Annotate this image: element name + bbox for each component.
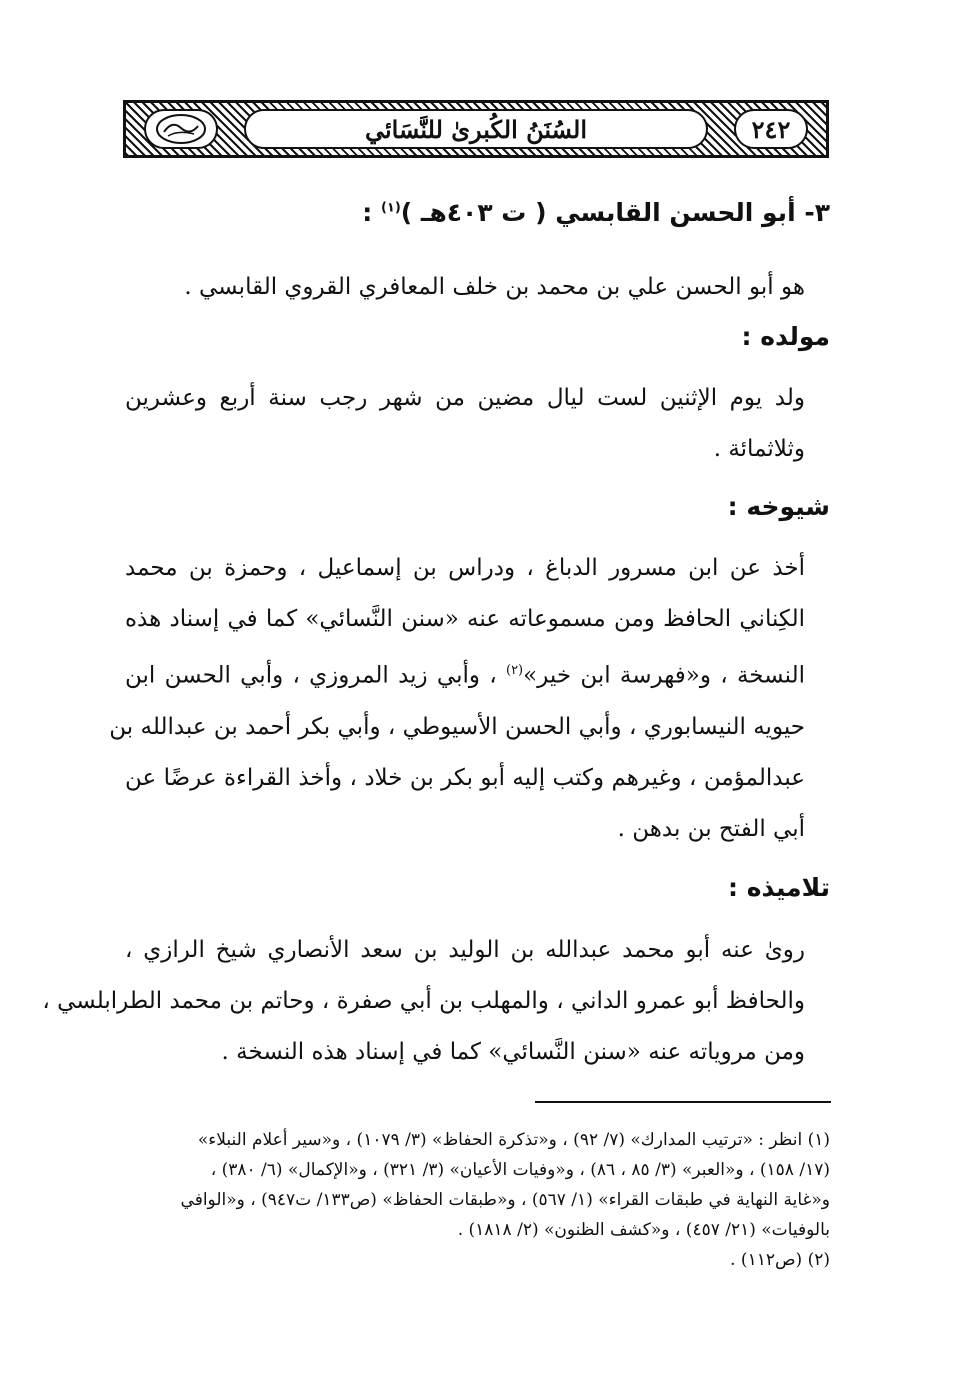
footnote-1-line-3: و«غاية النهاية في طبقات القراء» (١/ ٥٦٧) ، و«طبقات الحفاظ» (ص١٣٣/ ت٩٤٧) ، و«الوافي bbox=[180, 1190, 830, 1210]
footnote-ref-2: (٢) bbox=[505, 663, 524, 678]
footnote-1-line-4: بالوفيات» (٢١/ ٤٥٧) ، و«كشف الظنون» (٢/ ١٨١٨) . bbox=[457, 1220, 830, 1240]
teachers-line-3a: النسخة ، و«فهرسة ابن خير» bbox=[523, 662, 805, 689]
birth-paragraph bbox=[125, 373, 805, 475]
footnote-ref-1: (١) bbox=[380, 200, 401, 216]
birth-line-2: وثلاثمائة . bbox=[713, 436, 805, 462]
teachers-line-2: الكِناني الحافظ ومن مسموعاته عنه «سنن النَّسائي» كما في إسناد هذه bbox=[125, 606, 805, 632]
header-title: السُنَنُ الكُبرىٰ للنَّسَائي bbox=[364, 114, 588, 144]
teachers-line-3b: ، وأبي زيد المروزي ، وأبي الحسن ابن bbox=[125, 662, 497, 689]
footnote-1-line-2: (١٧/ ١٥٨) ، و«العبر» (٣/ ٨٥ ، ٨٦) ، و«وفيات الأعيان» (٣/ ٣٢١) ، و«الإكمال» (٦/ ٣٨٠) ، bbox=[210, 1160, 830, 1180]
header-title-frame bbox=[244, 109, 708, 149]
teachers-line-3 bbox=[125, 645, 805, 702]
students-line-3: ومن مروياته عنه «سنن النَّسائي» كما في إسناد هذه النسخة . bbox=[221, 1039, 805, 1065]
book-logo bbox=[144, 109, 218, 149]
footnote-divider bbox=[535, 1101, 831, 1103]
teachers-heading: شيوخه : bbox=[727, 492, 830, 521]
page-number-frame bbox=[734, 109, 808, 149]
teachers-line-6: أبي الفتح بن بدهن . bbox=[617, 815, 805, 842]
section-heading bbox=[362, 198, 830, 227]
section-heading-text: ٣- أبو الحسن القابسي ( ت ٤٠٣هـ ) bbox=[400, 198, 830, 227]
section-heading-colon: : bbox=[362, 198, 373, 227]
page-header bbox=[123, 100, 829, 158]
teachers-paragraph bbox=[109, 543, 805, 855]
page-number: ٢٤٢ bbox=[751, 114, 791, 144]
birth-line-1: ولد يوم الإثنين لست ليال مضين من شهر رجب سنة أربع وعشرين bbox=[125, 385, 805, 411]
students-paragraph bbox=[42, 925, 805, 1078]
footnotes bbox=[125, 1125, 830, 1275]
teachers-line-1: أخذ عن ابن مسرور الدباغ ، ودراس بن إسماعيل ، وحمزة بن محمد bbox=[125, 555, 805, 581]
intro-line: هو أبو الحسن علي بن محمد بن خلف المعافري القروي القابسي . bbox=[184, 274, 805, 300]
students-heading: تلاميذه : bbox=[728, 873, 830, 902]
teachers-line-5: عبدالمؤمن ، وغيرهم وكتب إليه أبو بكر بن خلاد ، وأخذ القراءة عرضًا عن bbox=[125, 764, 805, 791]
footnote-2: (٢) (ص١١٢) . bbox=[730, 1250, 830, 1270]
teachers-line-4: حيويه النيسابوري ، وأبي الحسن الأسيوطي ، وأبي بكر أحمد بن عبدالله بن bbox=[109, 713, 805, 740]
footnote-1-line-1: (١) انظر : «ترتيب المدارك» (٧/ ٩٢) ، و«تذكرة الحفاظ» (٣/ ١٠٧٩) ، و«سير أعلام النبلاء» bbox=[197, 1130, 830, 1150]
students-line-1: روىٰ عنه أبو محمد عبدالله بن الوليد بن سعد الأنصاري شيخ الرازي ، bbox=[125, 937, 805, 963]
birth-heading: مولده : bbox=[741, 322, 830, 351]
students-line-2: والحافظ أبو عمرو الداني ، والمهلب بن أبي صفرة ، وحاتم بن محمد الطرابلسي ، bbox=[42, 988, 805, 1014]
intro-paragraph bbox=[125, 262, 805, 313]
book-emblem-icon bbox=[154, 112, 208, 146]
